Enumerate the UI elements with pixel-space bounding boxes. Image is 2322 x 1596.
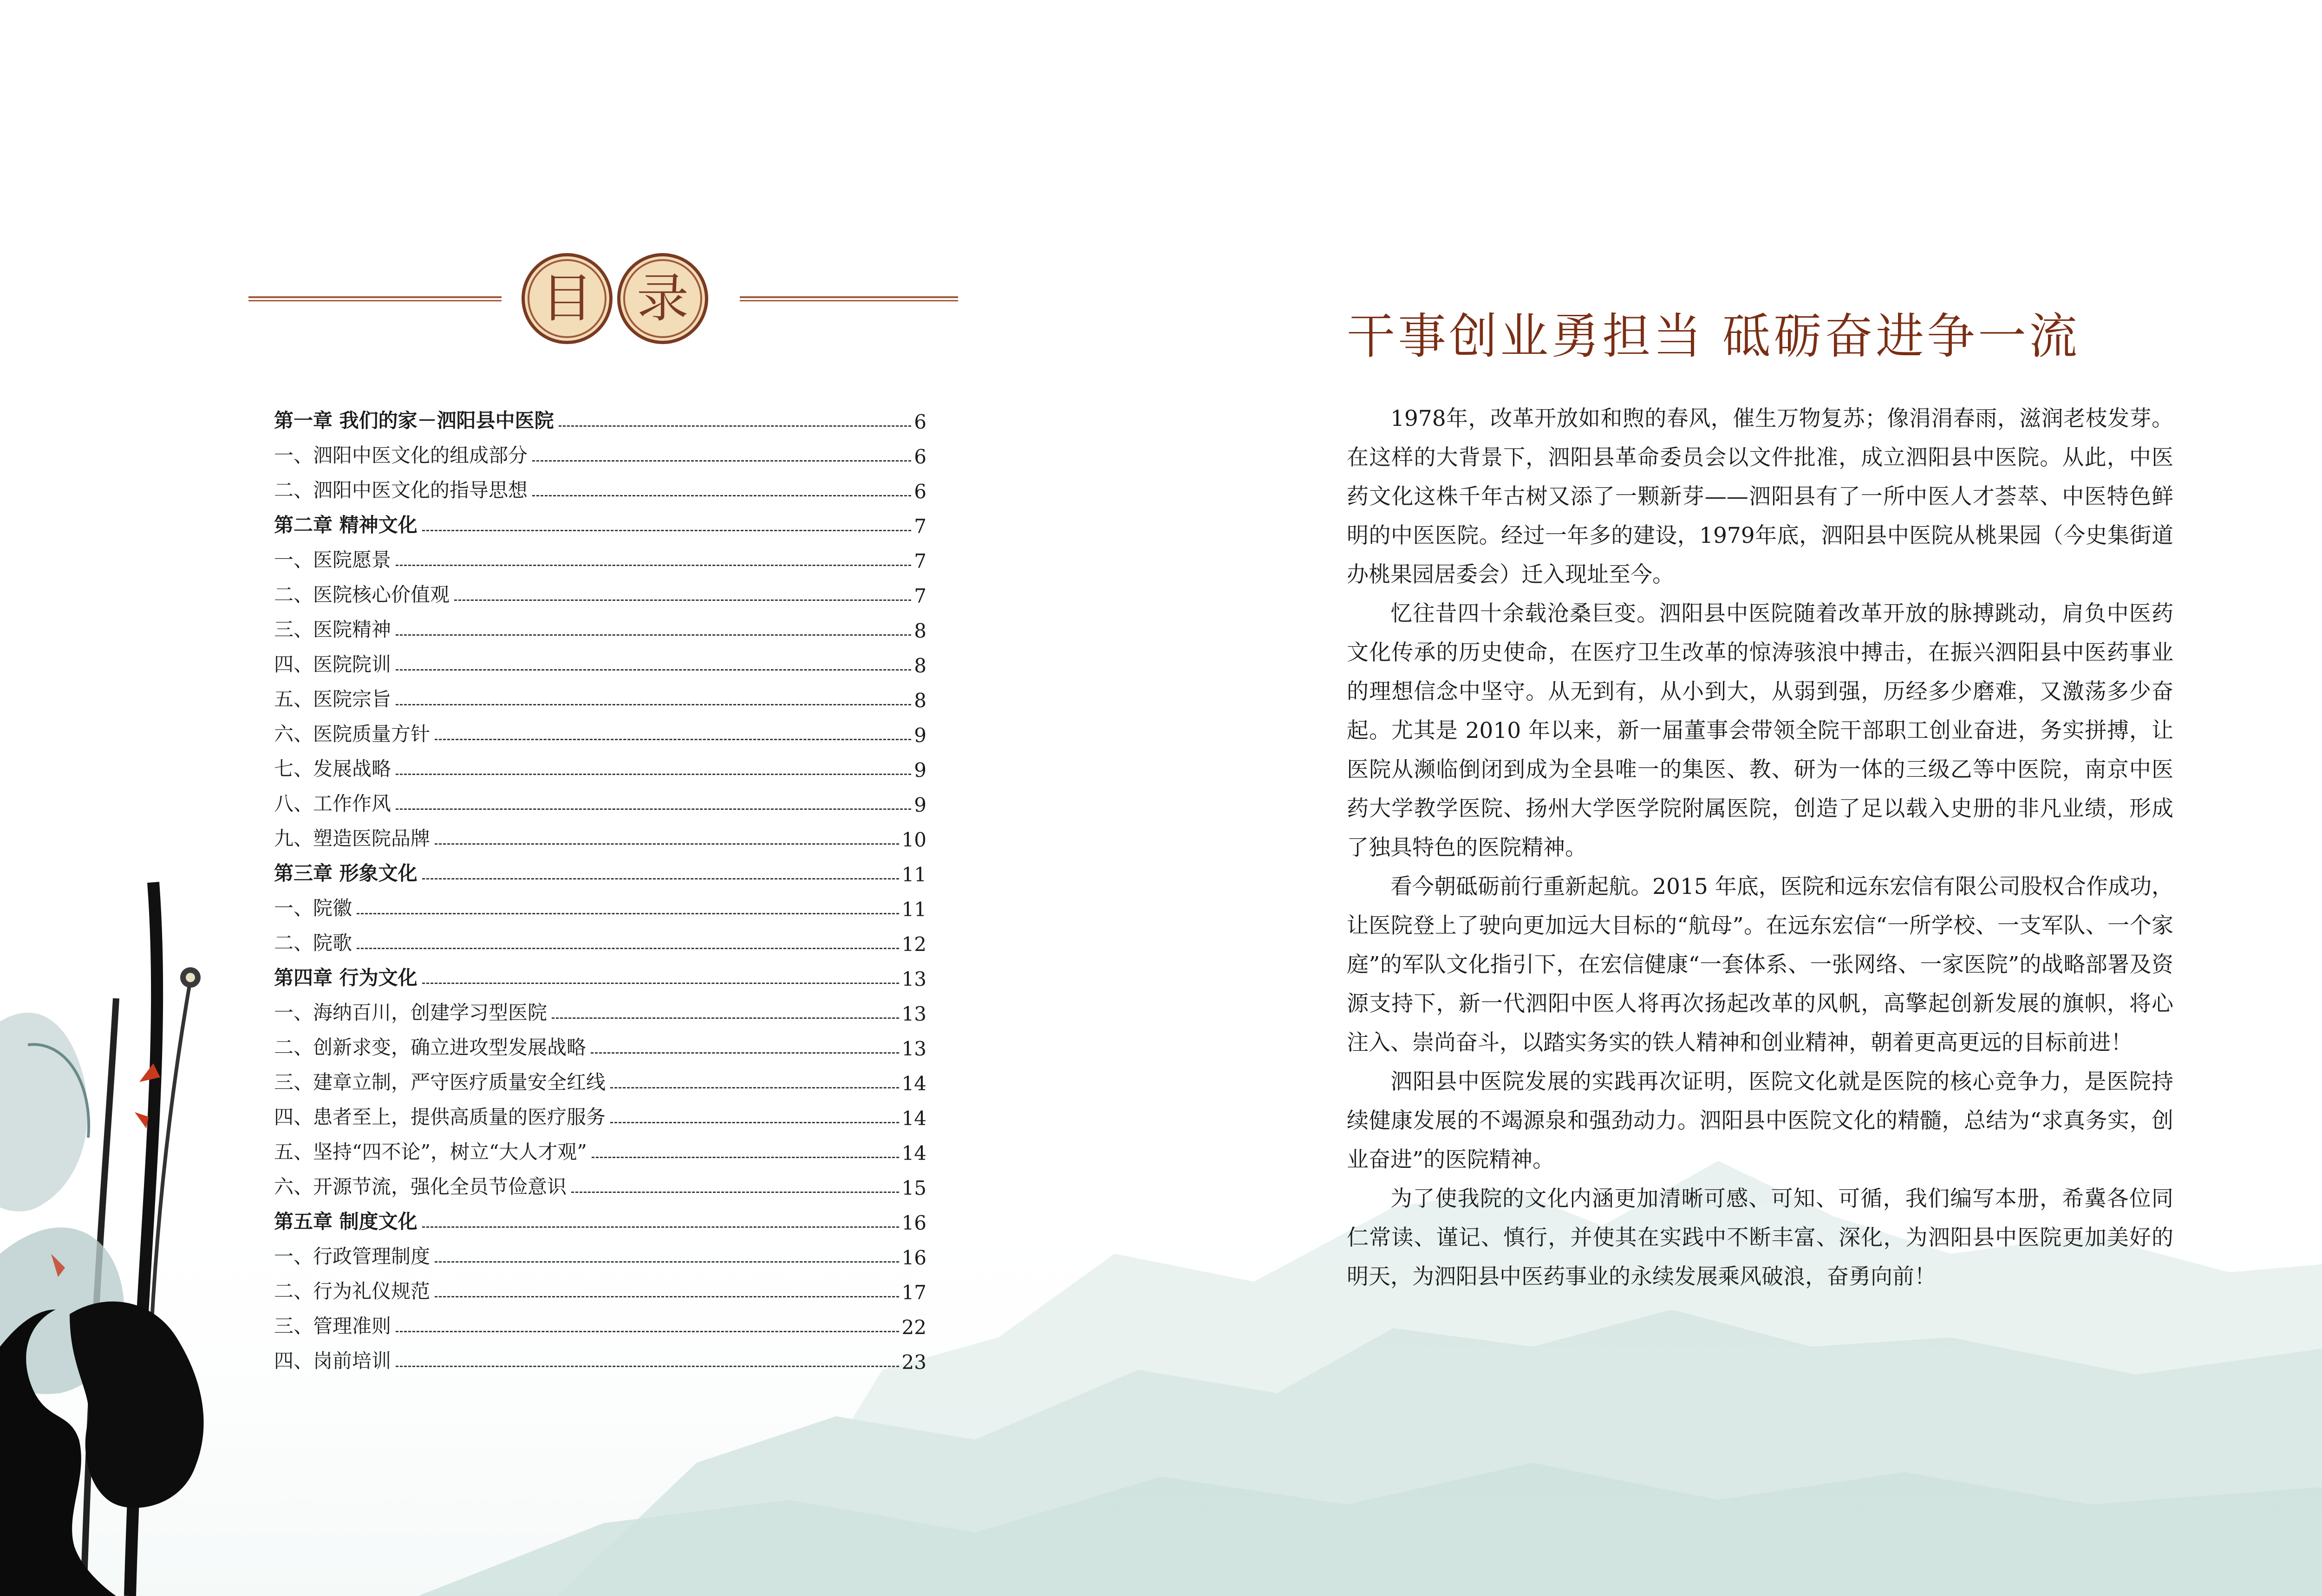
toc-dotted-leader xyxy=(396,1331,899,1332)
toc-dotted-leader xyxy=(532,460,911,462)
toc-dotted-leader xyxy=(559,425,912,427)
toc-entry-label: 二、创新求变，确立进攻型发展战略 xyxy=(274,1036,587,1059)
toc-section-entry xyxy=(274,677,926,712)
toc-section-entry xyxy=(274,1165,926,1199)
toc-entry-label: 一、行政管理制度 xyxy=(274,1245,430,1268)
toc-dotted-leader xyxy=(422,530,912,531)
toc-header-rule-right xyxy=(740,296,958,301)
toc-page-number: 8 xyxy=(914,654,926,677)
toc-page-number: 23 xyxy=(901,1351,926,1374)
toc-chapter-entry xyxy=(274,503,926,538)
toc-entry-label: 五、坚持“四不论”，树立“大人才观” xyxy=(274,1140,587,1163)
toc-section-entry xyxy=(274,921,926,956)
toc-page-number: 7 xyxy=(914,515,926,538)
toc-section-entry xyxy=(274,573,926,607)
toc-section-entry xyxy=(274,1060,926,1095)
toc-entry-label: 四、岗前培训 xyxy=(274,1349,391,1372)
toc-dotted-leader xyxy=(610,1087,899,1088)
toc-page-number: 16 xyxy=(901,1212,926,1234)
toc-page-number: 13 xyxy=(901,1037,926,1060)
toc-entry-label: 二、泗阳中医文化的指导思想 xyxy=(274,479,528,502)
article-paragraph: 泗阳县中医院发展的实践再次证明，医院文化就是医院的核心竞争力，是医院持续健康发展的不竭源泉和强劲动力。泗阳县中医院文化的精髓，总结为“求真务实，创业奋进”的医院精神。 xyxy=(1347,1069,2173,1173)
toc-title-badge-lu xyxy=(617,253,708,344)
toc-dotted-leader xyxy=(396,808,911,810)
toc-section-entry xyxy=(274,886,926,921)
toc-entry-label: 第二章 精神文化 xyxy=(274,514,417,536)
toc-section-entry xyxy=(274,538,926,573)
page-headline: 干事创业勇担当 砥砺奋进争一流 xyxy=(1347,308,2081,365)
toc-section-entry xyxy=(274,1304,926,1339)
toc-dotted-leader xyxy=(591,1052,899,1054)
toc-page-number: 14 xyxy=(901,1107,926,1130)
toc-title-char-2: 录 xyxy=(637,268,689,329)
toc-section-entry xyxy=(274,1269,926,1304)
toc-page-number: 6 xyxy=(914,480,926,503)
toc-dotted-leader xyxy=(454,599,911,601)
toc-dotted-leader xyxy=(396,704,911,705)
toc-entry-label: 一、海纳百川，创建学习型医院 xyxy=(274,1001,548,1024)
toc-dotted-leader xyxy=(571,1192,899,1193)
toc-section-entry xyxy=(274,816,926,851)
toc-page-number: 15 xyxy=(901,1177,926,1199)
toc-entry-label: 第一章 我们的家－泗阳县中医院 xyxy=(274,409,554,432)
toc-page-number: 13 xyxy=(901,968,926,990)
toc-dotted-leader xyxy=(357,948,899,949)
toc-dotted-leader xyxy=(396,634,911,636)
toc-section-entry xyxy=(274,1095,926,1130)
toc-page-number: 7 xyxy=(914,550,926,573)
toc-entry-label: 四、患者至上，提供高质量的医疗服务 xyxy=(274,1106,606,1128)
toc-entry-label: 三、医院精神 xyxy=(274,618,391,641)
toc-header-rule-left xyxy=(248,296,502,301)
article-paragraph: 为了使我院的文化内涵更加清晰可感、可知、可循，我们编写本册，希冀各位同仁常读、谨记、慎行，并使其在实践中不断丰富、深化，为泗阳县中医院更加美好的明天，为泗阳县中医药事业的永续发展乘风破浪，奋勇向前！ xyxy=(1347,1186,2173,1290)
toc-entry-label: 一、泗阳中医文化的组成部分 xyxy=(274,444,528,467)
toc-page-number: 8 xyxy=(914,619,926,642)
toc-page-number: 6 xyxy=(914,410,926,433)
toc-section-entry xyxy=(274,747,926,782)
toc-entry-label: 一、院徽 xyxy=(274,897,352,919)
toc-section-entry xyxy=(274,1130,926,1165)
toc-entry-label: 二、行为礼仪规范 xyxy=(274,1280,430,1303)
toc-dotted-leader xyxy=(435,739,911,740)
toc-entry-label: 三、管理准则 xyxy=(274,1315,391,1337)
article-body xyxy=(1347,399,2173,1296)
toc-page-number: 11 xyxy=(901,898,926,921)
toc-entry-label: 七、发展战略 xyxy=(274,757,391,780)
toc-dotted-leader xyxy=(396,669,911,671)
toc-entry-label: 第四章 行为文化 xyxy=(274,966,417,989)
article-paragraph: 忆往昔四十余载沧桑巨变。泗阳县中医院随着改革开放的脉搏跳动，肩负中医药文化传承的历史使命，在医疗卫生改革的惊涛骇浪中搏击，在振兴泗阳县中医药事业的理想信念中坚守。从无到有，从小到大，从弱到强，历经多少磨难，又激荡多少奋起。尤其是 2010 年以来，新一届董事会带领全院干部职工创业奋进，务实拼搏，让医院从濒临倒闭到成为全县唯一的集医、教、研为一体的三级乙等中医院，南京中医药大学教学医院、扬州大学医学院附属医院，创造了足以载入史册的非凡业绩，形成了独具特色的医院精神。 xyxy=(1347,601,2173,860)
toc-chapter-entry xyxy=(274,851,926,886)
toc-page-number: 8 xyxy=(914,689,926,712)
toc-page-number: 14 xyxy=(901,1072,926,1095)
toc-page-number: 22 xyxy=(901,1316,926,1339)
toc-chapter-entry xyxy=(274,398,926,433)
toc-section-entry xyxy=(274,990,926,1025)
table-of-contents xyxy=(274,398,926,1374)
toc-dotted-leader xyxy=(422,983,899,984)
toc-dotted-leader xyxy=(610,1122,899,1123)
toc-page-number: 16 xyxy=(901,1246,926,1269)
toc-section-entry xyxy=(274,1234,926,1269)
toc-dotted-leader xyxy=(435,843,899,845)
toc-entry-label: 第五章 制度文化 xyxy=(274,1210,417,1233)
toc-dotted-leader xyxy=(592,1157,899,1158)
toc-page-number: 6 xyxy=(914,445,926,468)
toc-section-entry xyxy=(274,642,926,677)
toc-page-number: 11 xyxy=(901,863,926,886)
toc-section-entry xyxy=(274,433,926,468)
toc-page-number: 13 xyxy=(901,1003,926,1025)
toc-page-number: 10 xyxy=(901,828,926,851)
toc-dotted-leader xyxy=(422,1226,899,1228)
article-paragraph: 1978年，改革开放如和煦的春风，催生万物复苏；像涓涓春雨，滋润老枝发芽。在这样的大背景下，泗阳县革命委员会以文件批准，成立泗阳县中医院。从此，中医药文化这株千年古树又添了一颗新芽——泗阳县有了一所中医人才荟萃、中医特色鲜明的中医医院。经过一年多的建设，1979年底，泗阳县中医院从桃果园（今史集街道办桃果园居委会）迁入现址至今。 xyxy=(1347,406,2173,587)
toc-entry-label: 第三章 形象文化 xyxy=(274,862,417,885)
toc-page-number: 7 xyxy=(914,585,926,607)
toc-section-entry xyxy=(274,712,926,747)
toc-dotted-leader xyxy=(396,1366,899,1367)
toc-section-entry xyxy=(274,607,926,642)
toc-entry-label: 六、医院质量方针 xyxy=(274,723,430,745)
toc-page-number: 17 xyxy=(901,1281,926,1304)
toc-dotted-leader xyxy=(532,495,911,496)
toc-section-entry xyxy=(274,782,926,816)
toc-entry-label: 五、医院宗旨 xyxy=(274,688,391,710)
toc-entry-label: 六、开源节流，强化全员节俭意识 xyxy=(274,1175,567,1198)
toc-page-number: 9 xyxy=(914,724,926,747)
toc-page-number: 9 xyxy=(914,759,926,782)
toc-dotted-leader xyxy=(552,1017,899,1019)
toc-title-char-1: 目 xyxy=(541,268,593,329)
toc-dotted-leader xyxy=(396,774,911,775)
toc-entry-label: 八、工作作风 xyxy=(274,792,391,815)
article-paragraph: 看今朝砥砺前行重新起航。2015 年底，医院和远东宏信有限公司股权合作成功，让医院登上了驶向更加远大目标的“航母”。在远东宏信“一所学校、一支军队、一个家庭”的军队文化指引下，在宏信健康“一套体系、一张网络、一家医院”的战略部署及资源支持下，新一代泗阳中医人将再次扬起改革的风帆，高擎起创新发展的旗帜，将心注入、崇尚奋斗，以踏实务实的铁人精神和创业精神，朝着更高更远的目标前进！ xyxy=(1347,874,2173,1055)
toc-entry-label: 一、医院愿景 xyxy=(274,548,391,571)
toc-dotted-leader xyxy=(435,1261,899,1263)
toc-entry-label: 三、建章立制，严守医疗质量安全红线 xyxy=(274,1071,606,1094)
toc-entry-label: 二、院歌 xyxy=(274,932,352,954)
toc-dotted-leader xyxy=(357,913,899,914)
toc-section-entry xyxy=(274,1339,926,1374)
toc-entry-label: 四、医院院训 xyxy=(274,653,391,676)
toc-dotted-leader xyxy=(422,878,899,879)
toc-section-entry xyxy=(274,468,926,503)
toc-dotted-leader xyxy=(435,1296,899,1297)
toc-page-number: 9 xyxy=(914,794,926,816)
toc-dotted-leader xyxy=(396,565,911,566)
toc-section-entry xyxy=(274,1025,926,1060)
toc-chapter-entry xyxy=(274,1199,926,1234)
toc-page-number: 12 xyxy=(901,933,926,956)
toc-page-number: 14 xyxy=(901,1142,926,1165)
toc-entry-label: 二、医院核心价值观 xyxy=(274,583,450,606)
toc-chapter-entry xyxy=(274,956,926,990)
toc-entry-label: 九、塑造医院品牌 xyxy=(274,827,430,850)
toc-title-badge-mu xyxy=(522,253,613,344)
